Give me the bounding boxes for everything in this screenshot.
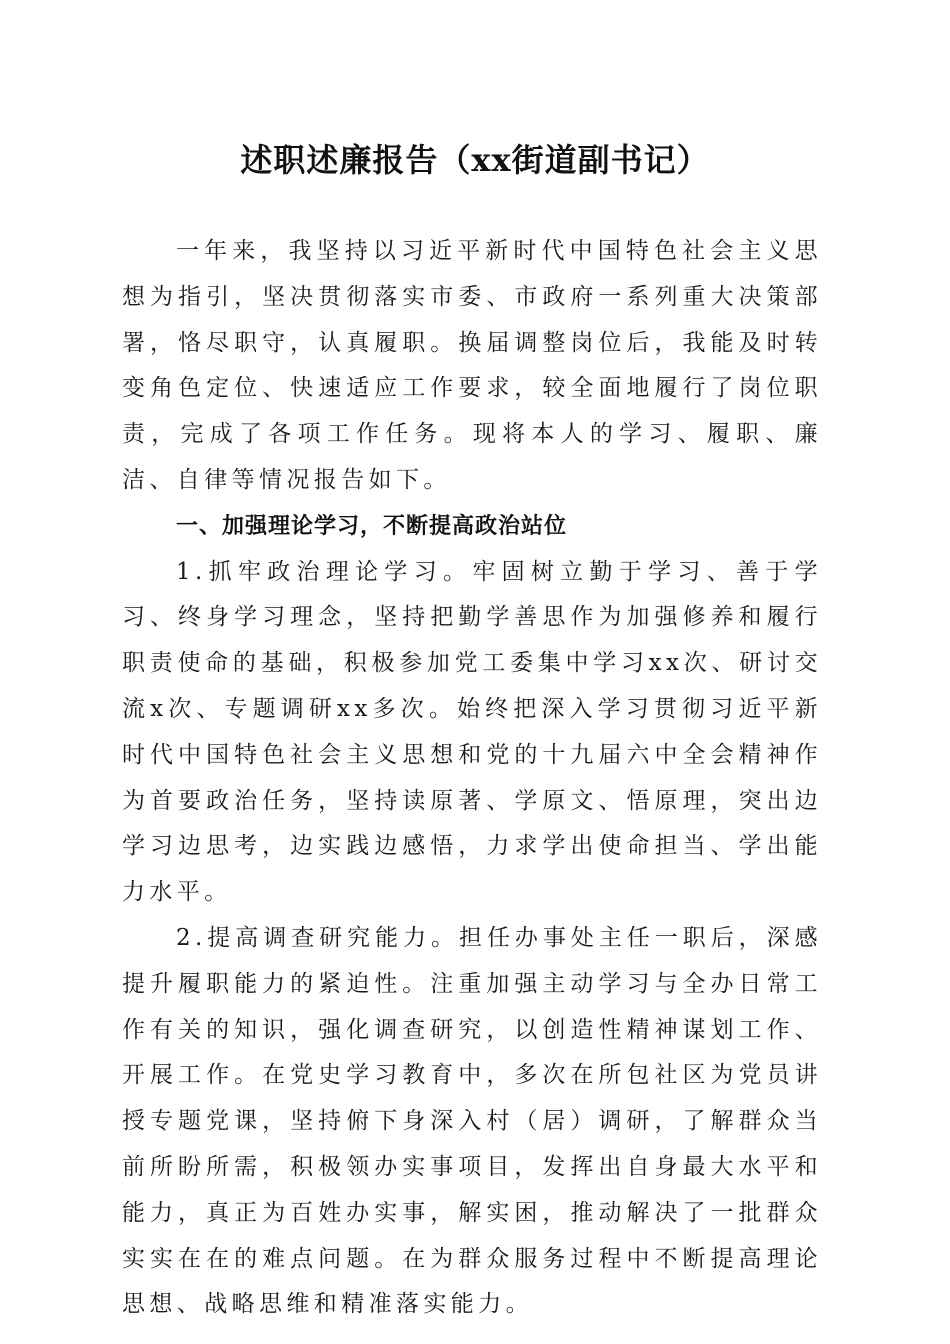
document-body [122, 229, 822, 1328]
intro-paragraph: 一年来，我坚持以习近平新时代中国特色社会主义思想为指引，坚决贯彻落实市委、市政府一系列重大决策部署，恪尽职守，认真履职。换届调整岗位后，我能及时转变角色定位、快速适应工作要求，较全面地履行了岗位职责，完成了各项工作任务。现将本人的学习、履职、廉洁、自律等情况报告如下。 [122, 238, 822, 493]
document-title: 述职述廉报告（xx街道副书记） [240, 141, 710, 179]
item-paragraph-2: 2.提高调查研究能力。担任办事处主任一职后，深感提升履职能力的紧迫性。注重加强主动学习与全办日常工作有关的知识，强化调查研究，以创造性精神谋划工作、开展工作。在党史学习教育中，多次在所包社区为党员讲授专题党课，坚持俯下身深入村（居）调研，了解群众当前所盼所需，积极领办实事项目，发挥出自身最大水平和能力，真正为百姓办实事，解实困，推动解决了一批群众实实在在的难点问题。在为群众服务过程中不断提高理论思想、战略思维和精准落实能力。 [122, 924, 822, 1318]
section-heading-1: 一、加强理论学习，不断提高政治站位 [176, 513, 568, 539]
item-paragraph-1: 1.抓牢政治理论学习。牢固树立勤于学习、善于学习、终身学习理念，坚持把勤学善思作为加强修养和履行职责使命的基础，积极参加党工委集中学习xx次、研讨交流x次、专题调研xx多次。始终把深入学习贯彻习近平新时代中国特色社会主义思想和党的十九届六中全会精神作为首要政治任务，坚持读原著、学原文、悟原理，突出边学习边思考，边实践边感悟，力求学出使命担当、学出能力水平。 [122, 558, 822, 906]
